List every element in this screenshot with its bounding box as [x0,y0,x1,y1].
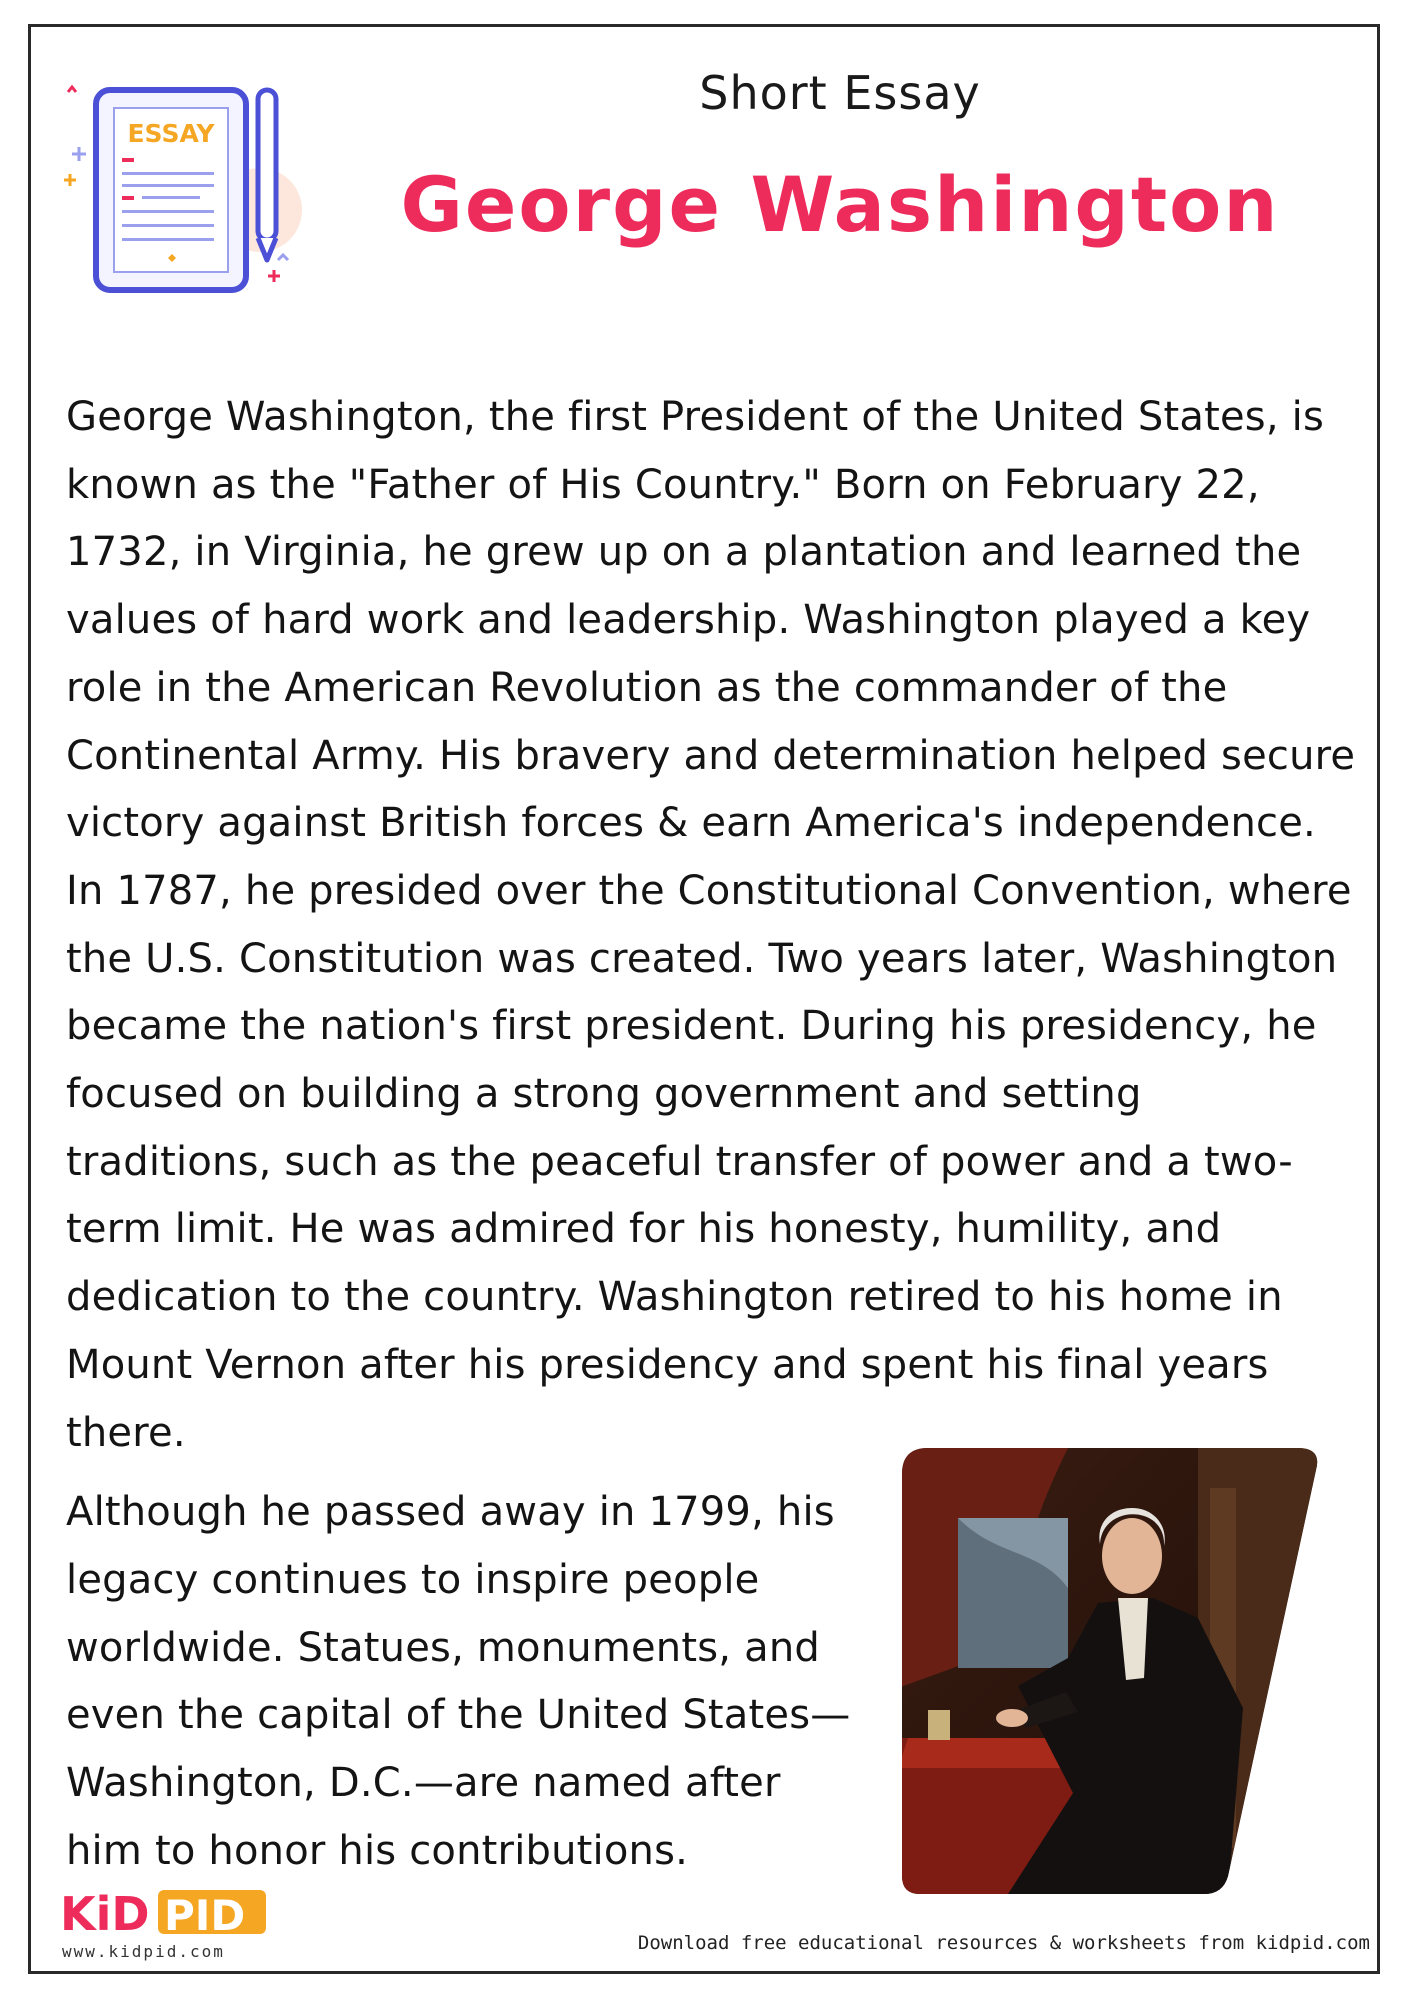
kidpid-logo [60,1886,270,1938]
logo-text-kid: KiD [60,1887,150,1938]
essay-subtitle: Short Essay [699,66,981,120]
face [1102,1518,1162,1594]
essay-icon-label: ESSAY [127,119,215,148]
logo-url[interactable]: www.kidpid.com [62,1942,225,1961]
page-title: George Washington [400,160,1280,249]
footer-note: Download free educational resources & worksheets from kidpid.com [637,1932,1370,1954]
essay-paragraph-2: Although he passed away in 1799, his legacy continues to inspire people worldwide. Statues, monuments, and even the capital of the United States—Washington, D.C.—are named after him to honor his contributions. [66,1489,851,1874]
logo-text-pid: PID [164,1891,246,1938]
pencil [258,90,276,240]
washington-portrait [898,1448,1318,1894]
essay-paragraph-1: George Washington, the first President of the United States, is known as the "Father of His Country." Born on February 22, 1732, in Virginia, he grew up on a plantation and learned the values of hard work and leadership. Washington played a key role in the American Revolution as the commander of the Continental Army. His bravery and determination helped secure victory against British forces & earn America's independence. In 1787, he presided over the Constitutional Convention, where the U.S. Constitution was created. Two years later, Washington became the nation's first president. During his presidency, he focused on building a strong government and setting traditions, such as the peaceful transfer of power and a two-term limit. He was admired for his honesty, humility, and dedication to the country. Washington retired to his home in Mount Vernon after his presidency and spent his final years there. [66,394,1356,1456]
essay-document-icon [60,80,310,310]
